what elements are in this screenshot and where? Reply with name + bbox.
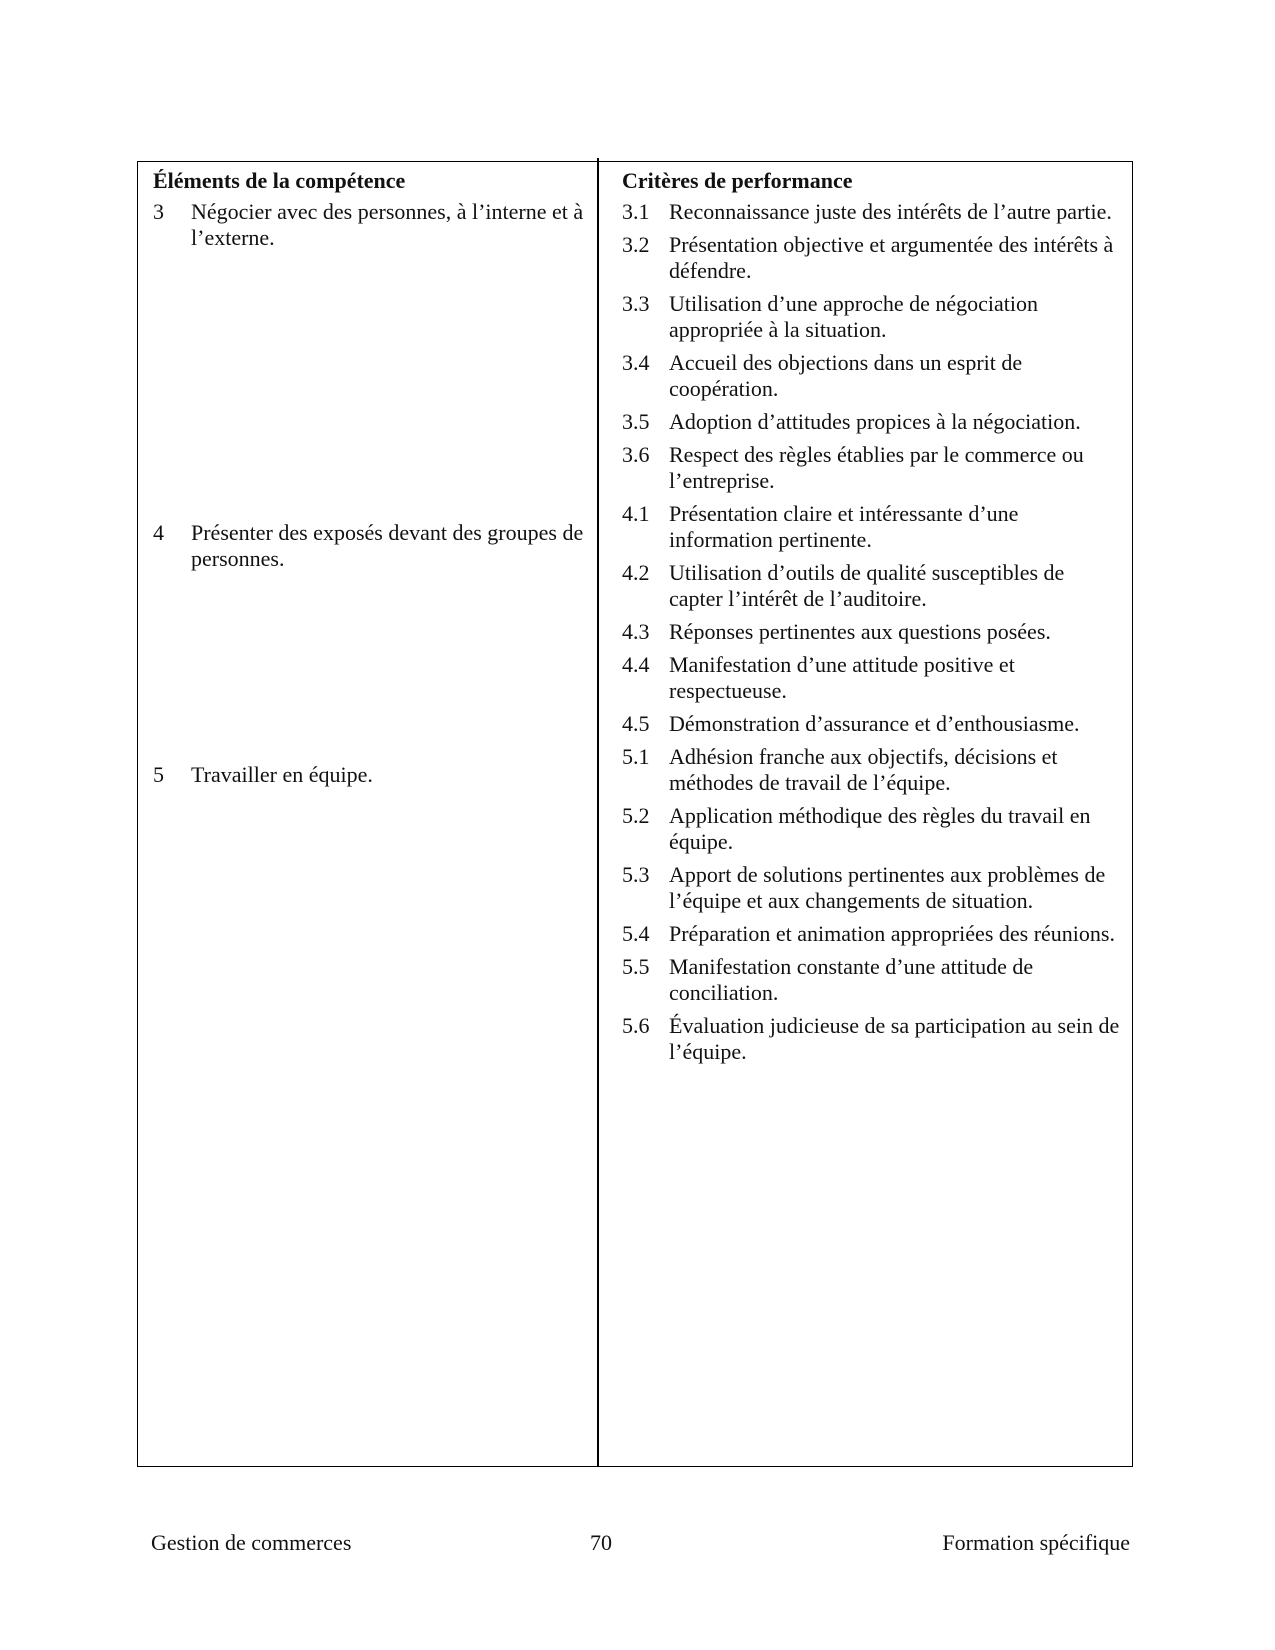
criterion-text: Apport de solutions pertinentes aux problèmes de l’équipe et aux changements de situation. <box>669 862 1106 913</box>
criterion-text: Adoption d’attitudes propices à la négociation. <box>669 409 1081 434</box>
criterion-item <box>622 652 1122 704</box>
elements-column <box>153 168 585 788</box>
element-item <box>153 199 585 520</box>
criterion-number: 3.5 <box>622 409 650 434</box>
criteria-column <box>622 168 1122 1065</box>
criteria-header: Critères de performance <box>622 168 853 193</box>
criterion-item <box>622 501 1122 553</box>
criterion-number: 4.2 <box>622 560 650 585</box>
element-number: 4 <box>153 520 164 545</box>
criterion-text: Respect des règles établies par le commerce ou l’entreprise. <box>669 442 1084 493</box>
criterion-item <box>622 921 1122 947</box>
element-number: 3 <box>153 199 164 224</box>
criterion-number: 5.2 <box>622 803 650 828</box>
criterion-text: Préparation et animation appropriées des réunions. <box>669 921 1115 946</box>
criterion-text: Démonstration d’assurance et d’enthousiasme. <box>669 711 1080 736</box>
criterion-item <box>622 442 1122 494</box>
criterion-number: 4.1 <box>622 501 650 526</box>
criterion-item <box>622 350 1122 402</box>
footer-page-number: 70 <box>590 1530 612 1555</box>
criterion-number: 4.5 <box>622 711 650 736</box>
criterion-item <box>622 862 1122 914</box>
element-text: Présenter des exposés devant des groupes de personnes. <box>191 520 584 571</box>
criterion-number: 4.3 <box>622 619 650 644</box>
criterion-text: Utilisation d’une approche de négociation appropriée à la situation. <box>669 291 1038 342</box>
criterion-item <box>622 711 1122 737</box>
criterion-number: 3.1 <box>622 199 650 224</box>
criterion-number: 5.1 <box>622 744 650 769</box>
criterion-item <box>622 409 1122 435</box>
footer-program-title: Gestion de commerces <box>151 1530 352 1555</box>
criterion-text: Présentation objective et argumentée des intérêts à défendre. <box>669 232 1114 283</box>
criterion-item <box>622 954 1122 1006</box>
column-divider <box>597 158 599 1467</box>
criterion-text: Utilisation d’outils de qualité susceptibles de capter l’intérêt de l’auditoire. <box>669 560 1065 611</box>
criterion-number: 5.3 <box>622 862 650 887</box>
criterion-text: Accueil des objections dans un esprit de coopération. <box>669 350 1023 401</box>
criterion-number: 3.4 <box>622 350 650 375</box>
criterion-number: 5.6 <box>622 1013 650 1038</box>
criterion-number: 3.2 <box>622 232 650 257</box>
criterion-text: Manifestation constante d’une attitude de conciliation. <box>669 954 1034 1005</box>
element-item <box>153 520 585 762</box>
criterion-text: Adhésion franche aux objectifs, décisions et méthodes de travail de l’équipe. <box>669 744 1058 795</box>
criterion-number: 3.6 <box>622 442 650 467</box>
criterion-item <box>622 560 1122 612</box>
criterion-text: Évaluation judicieuse de sa participation au sein de l’équipe. <box>669 1013 1120 1064</box>
criterion-text: Présentation claire et intéressante d’une information pertinente. <box>669 501 1019 552</box>
element-number: 5 <box>153 762 164 787</box>
criterion-number: 3.3 <box>622 291 650 316</box>
element-item <box>153 762 585 788</box>
criterion-text: Réponses pertinentes aux questions posées. <box>669 619 1051 644</box>
criterion-number: 5.5 <box>622 954 650 979</box>
criterion-text: Reconnaissance juste des intérêts de l’autre partie. <box>669 199 1112 224</box>
criterion-item <box>622 744 1122 796</box>
criterion-number: 4.4 <box>622 652 650 677</box>
criterion-item <box>622 1013 1122 1065</box>
element-text: Travailler en équipe. <box>191 762 373 787</box>
criterion-text: Manifestation d’une attitude positive et respectueuse. <box>669 652 1015 703</box>
criterion-item <box>622 619 1122 645</box>
criterion-item <box>622 232 1122 284</box>
criterion-text: Application méthodique des règles du travail en équipe. <box>669 803 1091 854</box>
element-text: Négocier avec des personnes, à l’interne et à l’externe. <box>191 199 584 250</box>
criterion-item <box>622 803 1122 855</box>
criterion-number: 5.4 <box>622 921 650 946</box>
elements-header: Éléments de la compétence <box>153 168 406 193</box>
footer-section-title: Formation spécifique <box>942 1530 1130 1555</box>
criterion-item <box>622 291 1122 343</box>
criterion-item <box>622 199 1122 225</box>
